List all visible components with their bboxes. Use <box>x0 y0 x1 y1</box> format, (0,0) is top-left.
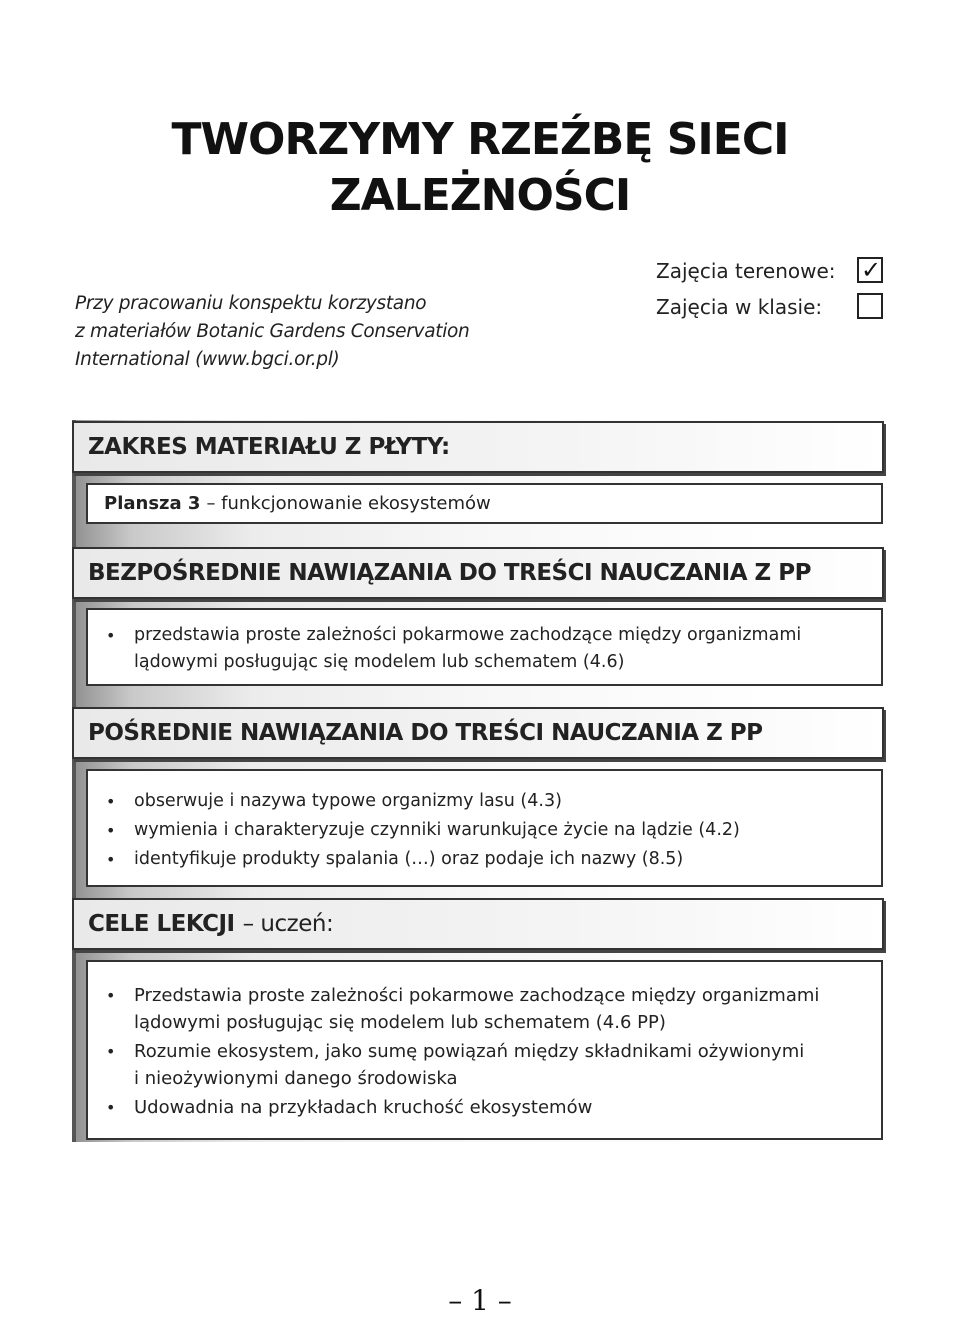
page-number: – 1 – <box>448 1284 512 1317</box>
frame-left-border <box>72 420 76 1142</box>
list-item-line-1: Przedstawia proste zależności pokarmowe zachodzące między organizmami <box>134 985 820 1006</box>
list-item-line-2: lądowymi posługując się modelem lub schematem (4.6) <box>134 652 625 672</box>
source-note <box>75 290 495 374</box>
mode-class-row <box>656 292 896 322</box>
list-item-line-1: Rozumie ekosystem, jako sumę powiązań między składnikami ożywionymi <box>134 1041 805 1062</box>
plansza-box <box>86 483 883 524</box>
list-item <box>88 622 878 676</box>
bullet-icon: • <box>106 850 116 869</box>
list-item <box>88 787 878 816</box>
mode-class-label: Zajęcia w klasie: <box>656 295 823 319</box>
cele-heading-rest: – uczeń: <box>242 911 334 937</box>
bullet-icon: • <box>106 792 116 811</box>
bezposrednie-heading-text: BEZPOŚREDNIE NAWIĄZANIA DO TREŚCI NAUCZANIA Z PP <box>88 560 811 586</box>
source-line-1: Przy pracowaniu konspektu korzystano <box>75 293 427 314</box>
posrednie-box <box>86 769 883 887</box>
list-item <box>88 1094 878 1121</box>
mode-field-label: Zajęcia terenowe: <box>656 259 836 283</box>
posrednie-heading-text: POŚREDNIE NAWIĄZANIA DO TREŚCI NAUCZANIA Z PP <box>88 720 763 746</box>
section-heading-cele <box>72 898 884 950</box>
list-item-line-1: przedstawia proste zależności pokarmowe zachodzące między organizmami <box>134 625 802 645</box>
title-line-2: ZALEŻNOŚCI <box>329 170 631 221</box>
section-heading-bezposrednie <box>72 547 884 599</box>
list-item-text: identyfikuje produkty spalania (…) oraz podaje ich nazwy (8.5) <box>134 849 684 869</box>
page-title <box>0 112 960 224</box>
bullet-icon: • <box>106 821 116 840</box>
list-item <box>88 1038 878 1092</box>
list-item <box>88 816 878 845</box>
list-item-line-2: i nieożywionymi danego środowiska <box>134 1068 458 1089</box>
list-item-line-1: Udowadnia na przykładach kruchość ekosystemów <box>134 1097 593 1118</box>
cele-box <box>86 960 883 1140</box>
bullet-icon: • <box>106 1098 116 1117</box>
source-line-2: z materiałów Botanic Gardens Conservation <box>75 321 470 342</box>
list-item <box>88 982 878 1036</box>
source-line-3: International (www.bgci.or.pl) <box>75 349 340 370</box>
list-item-line-2: lądowymi posługując się modelem lub schematem (4.6 PP) <box>134 1012 666 1033</box>
section-heading-posrednie <box>72 707 884 759</box>
plansza-text: – funkcjonowanie ekosystemów <box>206 493 491 514</box>
list-item-text: wymienia i charakteryzuje czynniki warunkujące życie na lądzie (4.2) <box>134 820 740 840</box>
mode-field-row <box>656 256 896 286</box>
section-heading-zakres <box>72 421 884 473</box>
list-item-text: obserwuje i nazywa typowe organizmy lasu (4.3) <box>134 791 562 811</box>
check-icon: ✓ <box>861 256 882 284</box>
bullet-icon: • <box>106 626 116 645</box>
bullet-icon: • <box>106 1042 116 1061</box>
mode-class-checkbox[interactable] <box>857 293 883 319</box>
title-line-1: TWORZYMY RZEŹBĘ SIECI <box>171 114 789 165</box>
bullet-icon: • <box>106 986 116 1005</box>
mode-field-checkbox[interactable] <box>857 257 883 283</box>
zakres-heading-text: ZAKRES MATERIAŁU Z PŁYTY: <box>88 434 450 460</box>
cele-heading-bold: CELE LEKCJI <box>88 911 235 937</box>
plansza-label: Plansza 3 <box>104 493 201 514</box>
list-item <box>88 845 878 874</box>
bezposrednie-box <box>86 608 883 686</box>
